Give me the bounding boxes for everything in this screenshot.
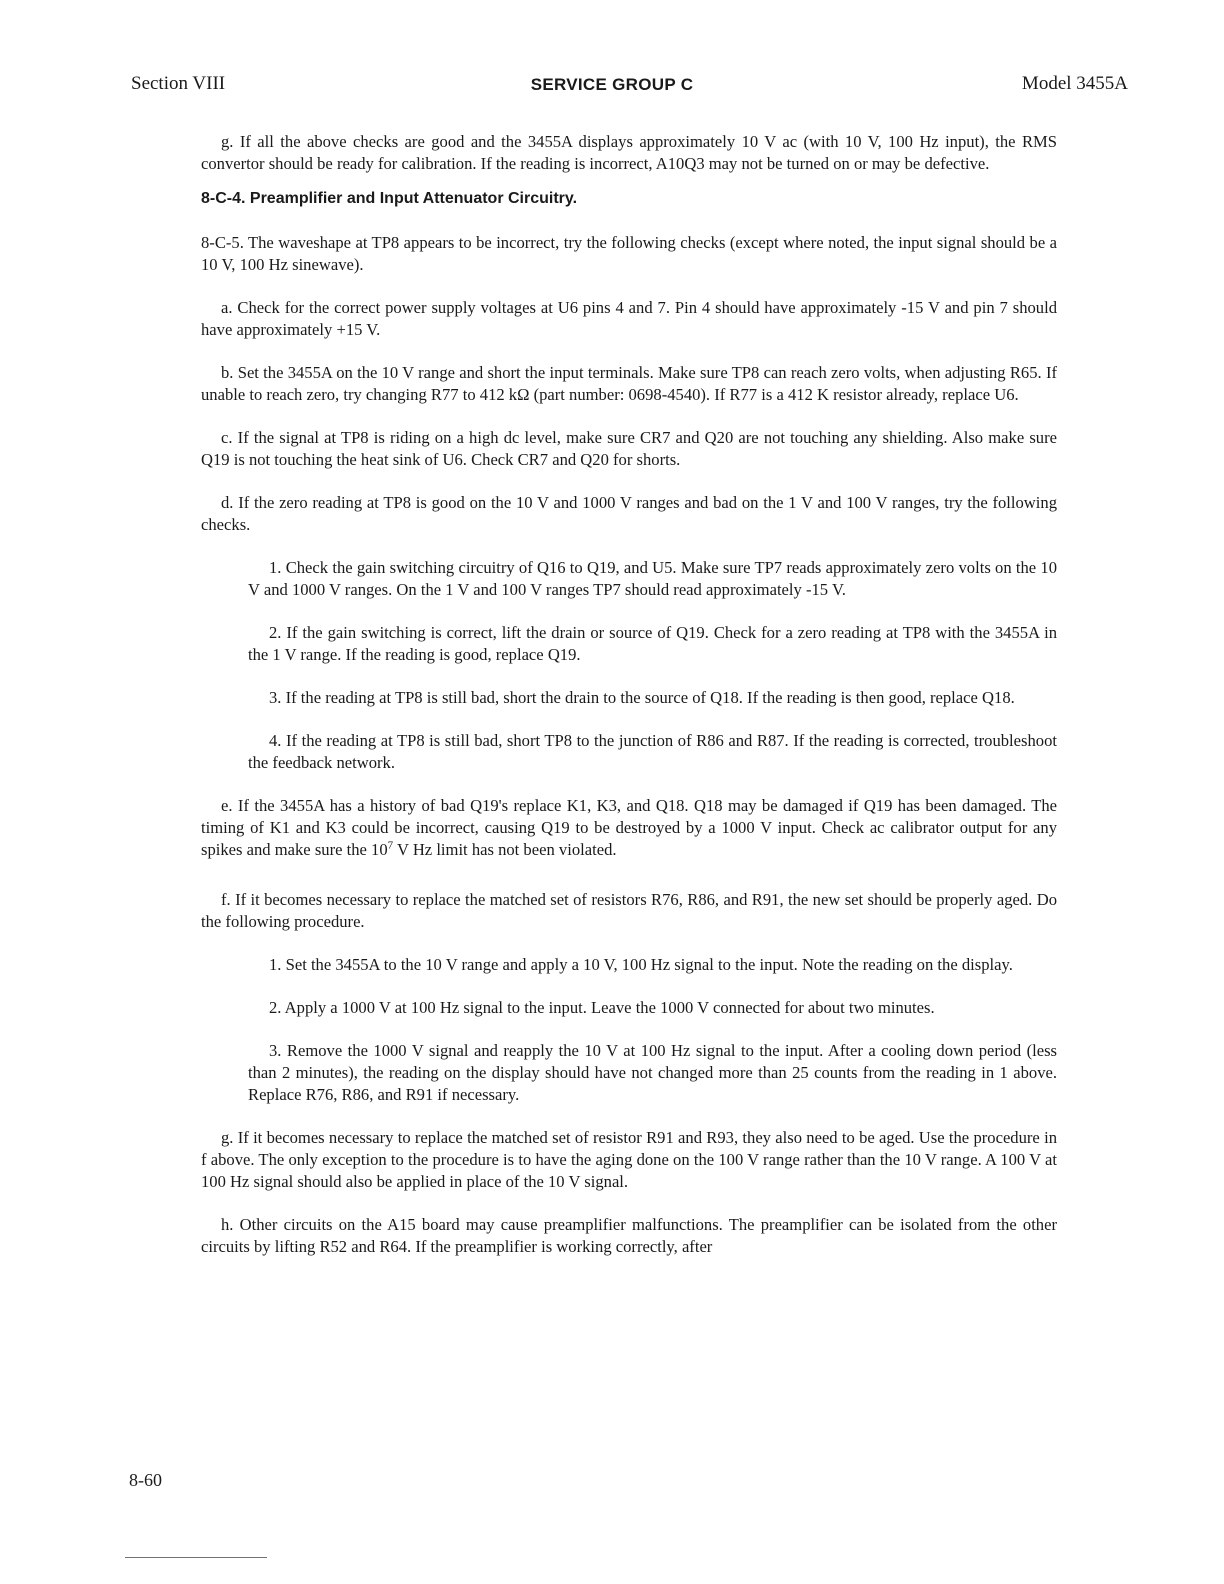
exponent: 7 bbox=[387, 839, 394, 852]
page-number: 8-60 bbox=[129, 1470, 162, 1490]
paragraph-g-intro: g. If all the above checks are good and the 3455A displays approximately 10 V ac (with 10 V, 100 Hz input), the RMS convertor should be ready for calibration. If the reading is incorrect, A10Q3 may not be turned on or may be defective. bbox=[201, 132, 1057, 173]
service-group-title: SERVICE GROUP C bbox=[530, 75, 694, 94]
paragraph-b: b. Set the 3455A on the 10 V range and short the input terminals. Make sure TP8 can reach zero volts, when adjusting R65. If unable to reach zero, try changing R77 to 412 kΩ (part number: 0698-4540). If R77 is a 412 K resistor already, replace U6. bbox=[201, 363, 1057, 404]
paragraph-c: c. If the signal at TP8 is riding on a high dc level, make sure CR7 and Q20 are not touching any shielding. Also make sure Q19 is not touching the heat sink of U6. Check CR7 and Q20 for shorts. bbox=[201, 428, 1057, 469]
paragraph-h: h. Other circuits on the A15 board may cause preamplifier malfunctions. The preamplifier can be isolated from the other circuits by lifting R52 and R64. If the preamplifier is working correctly, after bbox=[201, 1215, 1057, 1256]
paragraph-8-c-5: 8-C-5. The waveshape at TP8 appears to be incorrect, try the following checks (except where noted, the input signal should be a 10 V, 100 Hz sinewave). bbox=[201, 233, 1057, 274]
step-f-3: 3. Remove the 1000 V signal and reapply the 10 V at 100 Hz signal to the input. After a cooling down period (less than 2 minutes), the reading on the display should have not changed more than 25 counts from the reading in 1 above. Replace R76, R86, and R91 if necessary. bbox=[248, 1041, 1057, 1104]
model-label: Model 3455A bbox=[1021, 73, 1128, 94]
footer-rule bbox=[125, 1557, 267, 1558]
step-f-1: 1. Set the 3455A to the 10 V range and apply a 10 V, 100 Hz signal to the input. Note the reading on the display. bbox=[269, 955, 1013, 974]
step-d-1: 1. Check the gain switching circuitry of Q16 to Q19, and U5. Make sure TP7 reads approximately zero volts on the 10 V and 1000 V ranges. On the 1 V and 100 V ranges TP7 should read approximately -15 V. bbox=[248, 558, 1057, 599]
paragraph-a: a. Check for the correct power supply voltages at U6 pins 4 and 7. Pin 4 should have approximately -15 V and pin 7 should have approximately +15 V. bbox=[201, 298, 1057, 339]
step-f-2: 2. Apply a 1000 V at 100 Hz signal to the input. Leave the 1000 V connected for about two minutes. bbox=[269, 998, 935, 1017]
step-d-4: 4. If the reading at TP8 is still bad, short TP8 to the junction of R86 and R87. If the reading is corrected, troubleshoot the feedback network. bbox=[248, 731, 1057, 772]
step-d-3: 3. If the reading at TP8 is still bad, short the drain to the source of Q18. If the reading is then good, replace Q18. bbox=[269, 688, 1015, 707]
paragraph-e: e. If the 3455A has a history of bad Q19's replace K1, K3, and Q18. Q18 may be damaged if Q19 has been damaged. The timing of K1 and K3 could be incorrect, causing Q19 to be destroyed by a 1000 V input. Check ac calibrator output for any spikes and make sure the $10^7$ V Hz limit has not been violated. bbox=[201, 796, 1057, 859]
step-d-2: 2. If the gain switching is correct, lift the drain or source of Q19. Check for a zero reading at TP8 with the 3455A in the 1 V range. If the reading is good, replace Q19. bbox=[248, 623, 1057, 664]
paragraph-f: f. If it becomes necessary to replace the matched set of resistors R76, R86, and R91, the new set should be properly aged. Do the following procedure. bbox=[201, 890, 1057, 931]
paragraph-d: d. If the zero reading at TP8 is good on the 10 V and 1000 V ranges and bad on the 1 V and 100 V ranges, try the following checks. bbox=[201, 493, 1057, 534]
section-label: Section VIII bbox=[131, 73, 226, 94]
paragraph-g: g. If it becomes necessary to replace the matched set of resistor R91 and R93, they also need to be aged. Use the procedure in f above. The only exception to the procedure is to have the aging done on the 100 V range rather than the 10 V range. A 100 V at 100 Hz signal should also be applied in place of the 10 V signal. bbox=[201, 1128, 1057, 1191]
document-body bbox=[201, 131, 1057, 1258]
section-heading: 8-C-4. Preamplifier and Input Attenuator Circuitry. bbox=[201, 190, 578, 207]
